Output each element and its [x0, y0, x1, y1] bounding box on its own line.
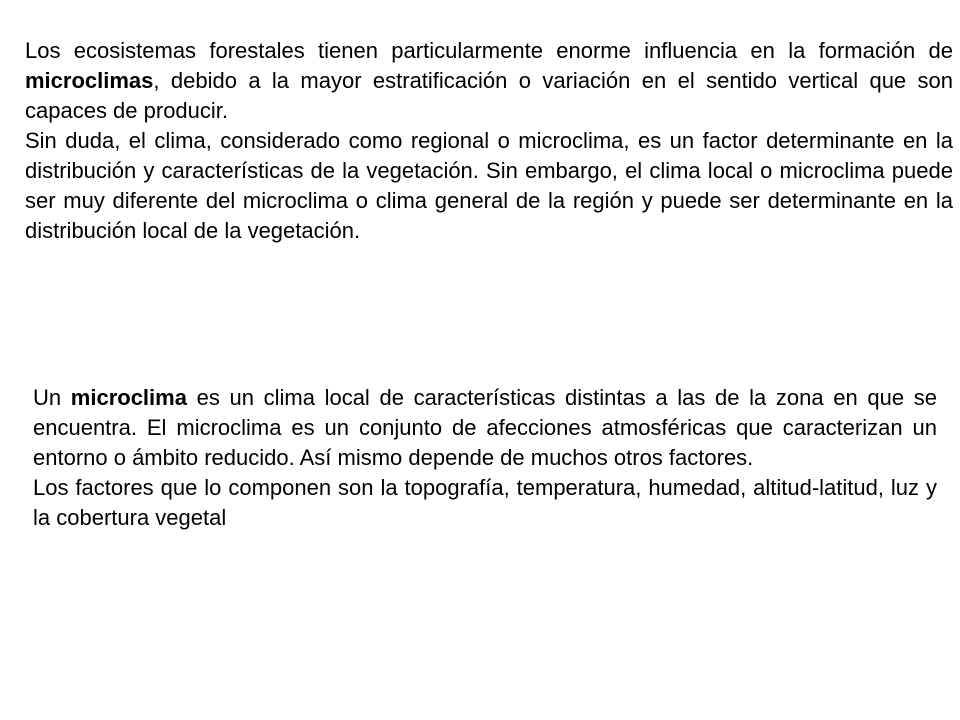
microclimate-factors-paragraph: Los factores que lo componen son la topografía, temperatura, humedad, altitud-latitud, luz y la cobertura vegetal: [33, 475, 937, 530]
microclimate-definition-text-block: [33, 383, 937, 533]
climate-determinant-paragraph: Sin duda, el clima, considerado como regional o microclima, es un factor determinante en la distribución y características de la vegetación. Sin embargo, el clima local o microclima puede ser muy diferente del microclima o clima general de la región y puede ser determinante en la distribución local de la vegetación.: [25, 128, 953, 243]
text-span: , debido a la mayor estratificación o variación en el sentido vertical que son capaces de producir.: [25, 68, 953, 123]
forest-ecosystems-paragraph: [25, 36, 953, 126]
text-span: Los ecosistemas forestales tienen particularmente enorme influencia en la formación de: [25, 38, 953, 63]
microclimate-definition-paragraph: [33, 383, 937, 473]
text-span: Un: [33, 385, 71, 410]
bold-term-microclimas: microclimas: [25, 68, 154, 93]
forest-ecosystems-text-block: [25, 36, 953, 246]
text-span: es un clima local de características distintas a las de la zona en que se encuentra. El microclima es un conjunto de afecciones atmosféricas que caracterizan un entorno o ámbito reducido. Así mismo depende de muchos otros factores.: [33, 385, 937, 470]
bold-term-microclima: microclima: [70, 385, 187, 410]
